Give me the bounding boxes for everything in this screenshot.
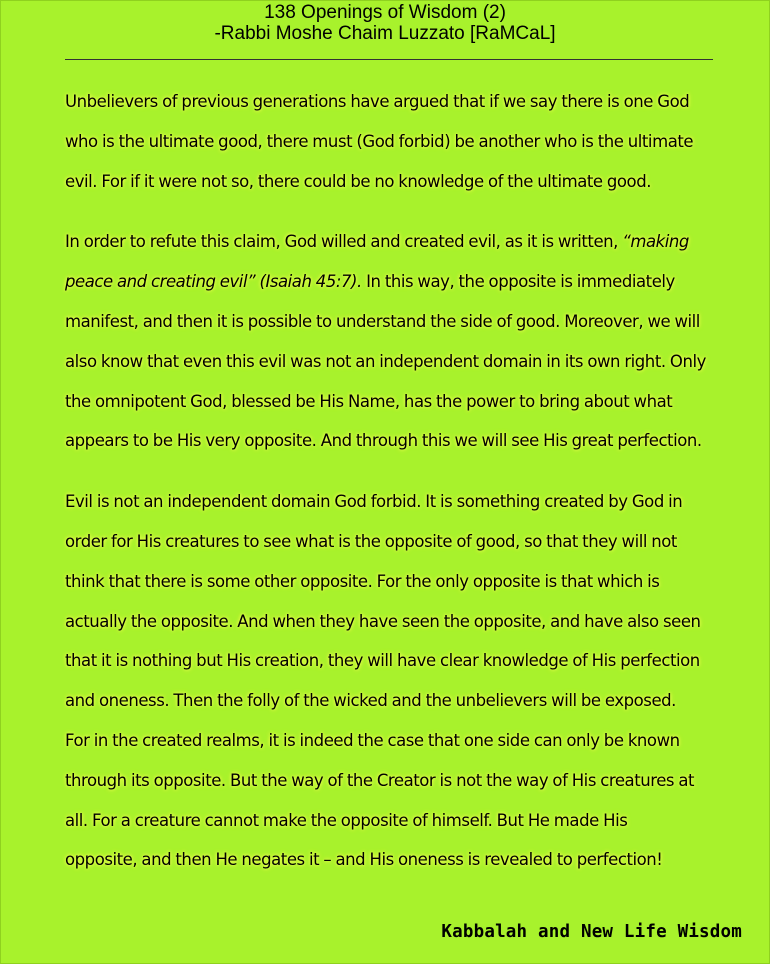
page-title: 138 Openings of Wisdom (2) — [264, 2, 506, 23]
text-line: and oneness. Then the folly of the wicked and the unbelievers will be exposed. — [65, 691, 676, 711]
paragraph-3 — [65, 482, 725, 880]
text-line: order for His creatures to see what is the opposite of good, so that they will not — [65, 531, 677, 551]
text-line: Unbelievers of previous generations have argued that if we say there is one God — [65, 92, 690, 111]
text-line: Evil is not an independent domain God forbid. It is something created by God in — [65, 492, 683, 512]
text-line — [65, 262, 725, 302]
article-body — [65, 82, 725, 880]
text-line: evil. For if it were not so, there could be no knowledge of the ultimate good. — [65, 171, 652, 191]
text-line — [65, 222, 725, 262]
text-line: through its opposite. But the way of the Creator is not the way of His creatures at — [65, 770, 695, 790]
text-line: that it is nothing but His creation, they will have clear knowledge of His perfection — [65, 651, 700, 671]
text-line: all. For a creature cannot make the opposite of himself. But He made His — [65, 810, 628, 830]
text-line: think that there is some other opposite. For the only opposite is that which is — [65, 571, 660, 591]
text-run: In this way, the opposite is immediately — [361, 272, 675, 292]
paragraph-1 — [65, 82, 725, 201]
text-run: In order to refute this claim, God willed and created evil, as it is written, — [65, 232, 623, 252]
text-line: opposite, and then He negates it – and His oneness is revealed to perfection! — [65, 850, 663, 870]
text-line: For in the created realms, it is indeed the case that one side can only be known — [65, 730, 680, 750]
text-line: the omnipotent God, blessed be His Name, has the power to bring about what — [65, 391, 673, 411]
author-line: -Rabbi Moshe Chaim Luzzato [RaMCaL] — [214, 23, 556, 44]
text-line: appears to be His very opposite. And through this we will see His great perfection. — [65, 431, 702, 451]
text-line: also know that even this evil was not an independent domain in its own right. Only — [65, 351, 706, 371]
paragraph-2 — [65, 222, 725, 461]
text-line: actually the opposite. And when they have seen the opposite, and have also seen — [65, 611, 701, 631]
quote-citation: peace and creating evil” (Isaiah 45:7). — [65, 272, 362, 292]
text-line: manifest, and then it is possible to understand the side of good. Moreover, we will — [65, 311, 700, 331]
quote-text: “making — [622, 232, 689, 252]
header-divider — [65, 59, 713, 60]
header — [0, 2, 770, 44]
footer-signature: Kabbalah and New Life Wisdom — [441, 922, 742, 942]
text-line: who is the ultimate good, there must (God forbid) be another who is the ultimate — [65, 131, 694, 151]
